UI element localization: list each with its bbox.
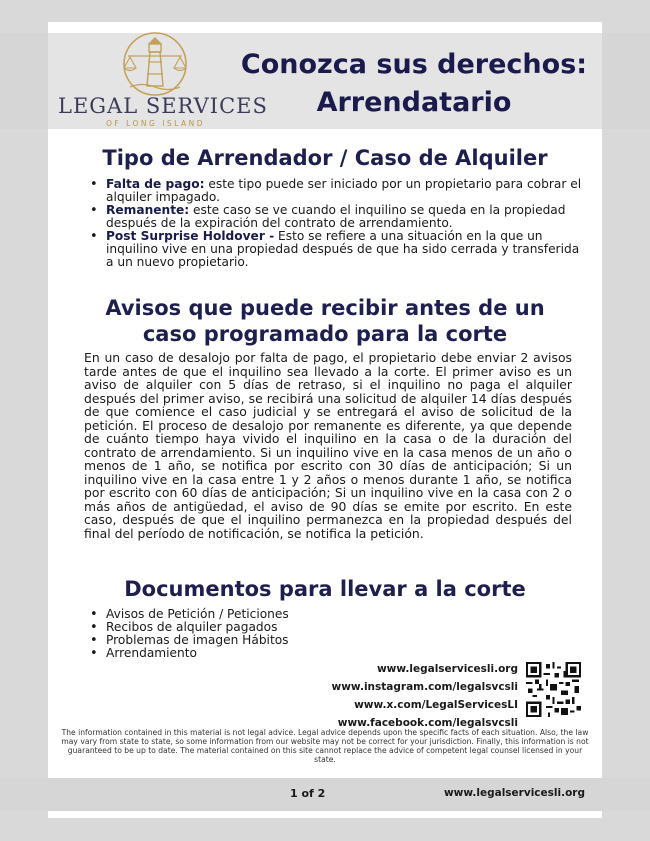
title-line-1: Conozca sus derechos: xyxy=(240,49,588,80)
legal-disclaimer: The information contained in this material is not legal advice. Legal advice depends upon the specific facts of each situation. Also, the law may vary from state to state, so some information from our website may not be correct for your jurisdiction. Finally, this information is not guaranteed to be up to date. The material contained on this site cannot replace the advice of competent legal counsel licensed in your state. xyxy=(61,728,589,764)
list-item-text: este caso se ve cuando el inquilino se queda en la propiedad después de la expiración del contrato de arrendamiento. xyxy=(106,203,566,230)
website-link[interactable]: www.legalservicesli.org xyxy=(376,663,518,675)
page-title xyxy=(224,46,604,122)
list-item xyxy=(88,204,583,230)
list-item xyxy=(88,230,583,269)
section-heading-notices xyxy=(66,295,584,347)
case-type-list xyxy=(88,178,583,269)
heading-line-1: Avisos que puede recibir antes de un xyxy=(105,296,545,320)
list-item-term: Remanente: xyxy=(106,203,190,217)
list-item: • Avisos de Petición / Peticiones xyxy=(88,608,583,621)
heading-line-2: caso programado para la corte xyxy=(142,322,508,346)
qr-code-icon[interactable] xyxy=(526,662,581,717)
section-heading-landlord-type: Tipo de Arrendador / Caso de Alquiler xyxy=(102,146,548,170)
list-item: • Arrendamiento xyxy=(88,647,583,660)
list-item: • Problemas de imagen Hábitos xyxy=(88,634,583,647)
list-item-text: Esto se refiere a una situación en la que un inquilino vive en una propiedad después de que ha sido cerrada y transferida a un nuevo propietario. xyxy=(106,229,580,269)
x-link[interactable]: www.x.com/LegalServicesLI xyxy=(354,699,518,711)
list-item: • Recibos de alquiler pagados xyxy=(88,621,583,634)
contact-links xyxy=(320,660,518,732)
logo-wordmark: LEGAL SERVICES xyxy=(58,94,268,118)
notices-paragraph: En un caso de desalojo por falta de pago, el propietario debe enviar 2 avisos tarde antes de que el inquilino sea llevado a la corte. El primer aviso es un aviso de alquiler con 5 días de retraso, si el inquilino no paga el alquiler después del primer aviso, se recibirá una solicitud de alquiler 14 días después de que comience el caso judicial y se entregará el aviso de solicitud de la petición. El proceso de desalojo por remanente es diferente, ya que depende de cuánto tiempo haya vivido el inquilino en la casa o de la duración del contrato de arrendamiento. Si un inquilino vive en la casa menos de un año o menos de 1 año, se notifica por escrito con 30 días de anticipación; Si un inquilino vive en la casa entre 1 y 2 años o menos durante 1 año, se notifica por escrito con 60 días de anticipación; Si un inquilino vive en la casa con 2 o más años de antigüedad, el aviso de 90 días se emite por escrito. En este caso, después de que el inquilino permanezca en la propiedad después del final del período de notificación, se notifica la petición. xyxy=(84,350,572,541)
documents-list xyxy=(88,608,583,660)
list-item xyxy=(88,178,583,204)
title-line-2: Arrendatario xyxy=(316,87,512,118)
list-item-text: este tipo puede ser iniciado por un propietario para cobrar el alquiler impagado. xyxy=(106,177,582,204)
list-item-term: Falta de pago: xyxy=(106,177,205,191)
logo-subtitle: OF LONG ISLAND xyxy=(105,119,206,128)
section-heading-documents: Documentos para llevar a la corte xyxy=(124,577,526,601)
list-item-term: Post Surprise Holdover - xyxy=(106,229,275,243)
facebook-link[interactable]: www.facebook.com/legalsvcsli xyxy=(337,717,518,729)
instagram-link[interactable]: www.instagram.com/legalsvcsli xyxy=(331,681,518,693)
page-number: 1 of 2 xyxy=(290,787,326,800)
footer-website-link[interactable]: www.legalservicesli.org xyxy=(443,787,585,799)
